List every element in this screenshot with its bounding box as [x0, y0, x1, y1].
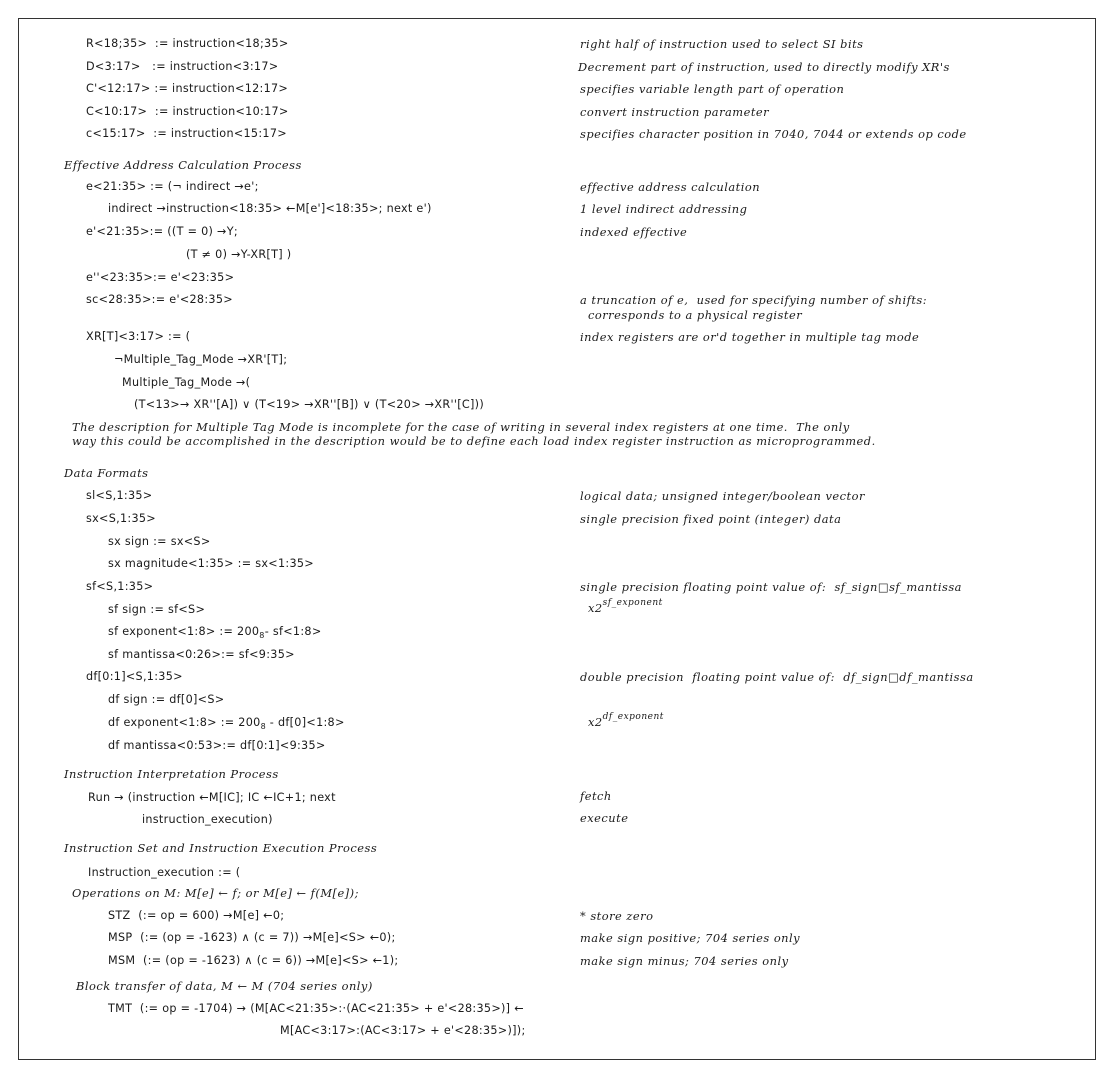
comment-line-note2: way this could be accomplished in the description would be to define each load index register instruction as microprogrammed. — [72, 434, 876, 448]
comment-line-d3c: Decrement part of instruction, used to directly modify XR's — [578, 60, 950, 74]
code-line-sx2: sx magnitude<1:35> := sx<1:35> — [108, 557, 314, 570]
comment-line-xrc: index registers are or'd together in multiple tag mode — [580, 330, 920, 344]
comment-line-btd: Block transfer of data, M ← M (704 series only) — [76, 979, 373, 993]
code-line-tmt2: M[AC<3:17>:(AC<3:17> + e'<28:35>)]); — [280, 1024, 526, 1037]
sf-exponent-base: 8 — [259, 631, 265, 640]
code-line-r18: R<18;35> := instruction<18;35> — [86, 37, 289, 50]
code-line-run2: instruction_execution) — [142, 813, 273, 826]
code-line-e4: (T ≠ 0) →Y-XR[T] ) — [186, 248, 292, 261]
comment-line-sfc: single precision floating point value of: sf_sign□sf_mantissa — [580, 580, 962, 594]
code-line-df1: df sign := df[0]<S> — [108, 693, 225, 706]
comment-line-scc1: a truncation of e, used for specifying number of shifts: — [580, 293, 928, 307]
comment-line-h_df: Data Formats — [64, 466, 149, 480]
comment-line-mspc: make sign positive; 704 series only — [580, 931, 801, 945]
code-line-sl: sl<S,1:35> — [86, 489, 153, 502]
comment-line-cpc: specifies variable length part of operation — [580, 82, 845, 96]
comment-line-slc: logical data; unsigned integer/boolean vector — [580, 489, 865, 503]
code-line-e2: indirect →instruction<18:35> ←M[e']<18:35>; next e') — [108, 202, 432, 215]
code-line-tmt1: TMT (:= op = -1704) → (M[AC<21:35>:·(AC<21:35> + e'<28:35>)] ← — [108, 1002, 524, 1015]
df-exponent-line — [108, 715, 345, 731]
code-line-e1: e<21:35> := (¬ indirect →e'; — [86, 180, 259, 193]
comment-line-run2c: execute — [580, 811, 629, 825]
comment-line-e1c: effective address calculation — [580, 180, 761, 194]
comment-line-opm: Operations on M: M[e] ← f; or M[e] ← f(M[e]); — [72, 886, 359, 900]
code-line-xr4: (T<13>→ XR''[A]) ∨ (T<19> →XR''[B]) ∨ (T<20> →XR''[C])) — [134, 398, 484, 411]
code-line-xr3: Multiple_Tag_Mode →( — [122, 376, 251, 389]
sf-exponent-line — [108, 624, 322, 640]
code-line-ie: Instruction_execution := ( — [88, 866, 241, 879]
comment-line-c15c: specifies character position in 7040, 7044 or extends op code — [580, 127, 967, 141]
code-line-msp: MSP (:= (op = -1623) ∧ (c = 7)) →M[e]<S> ←0); — [108, 931, 396, 944]
code-line-xr: XR[T]<3:17> := ( — [86, 330, 191, 343]
code-line-d3: D<3:17> := instruction<3:17> — [86, 60, 279, 73]
code-line-stz: STZ (:= op = 600) →M[e] ←0; — [108, 909, 285, 922]
sf-exponent-rhs: - sf<1:8> — [264, 625, 322, 638]
comment-line-e2c: 1 level indirect addressing — [580, 202, 748, 216]
df-exponent-base: 8 — [260, 722, 266, 731]
comment-line-run1c: fetch — [580, 789, 612, 803]
comment-line-h_isa: Instruction Set and Instruction Execution Process — [64, 841, 378, 855]
code-line-cp: C'<12:17> := instruction<12:17> — [86, 82, 289, 95]
code-line-e3: e'<21:35>:= ((T = 0) →Y; — [86, 225, 238, 238]
code-line-c15: c<15:17> := instruction<15:17> — [86, 127, 287, 140]
code-line-e5: e''<23:35>:= e'<23:35> — [86, 271, 235, 284]
comment-line-scc2: corresponds to a physical register — [588, 308, 803, 322]
df-exponent-rhs: - df[0]<1:8> — [265, 716, 345, 729]
code-line-sc: sc<28:35>:= e'<28:35> — [86, 293, 233, 306]
code-line-df3: df mantissa<0:53>:= df[0:1]<9:35> — [108, 739, 326, 752]
comment-line-r18c: right half of instruction used to select SI bits — [580, 37, 864, 51]
comment-line-h_eac: Effective Address Calculation Process — [64, 158, 302, 172]
sf-x2-formula — [588, 600, 663, 616]
comment-line-c10c: convert instruction parameter — [580, 105, 770, 119]
code-line-run1: Run → (instruction ←M[IC]; IC ←IC+1; next — [88, 791, 336, 804]
comment-line-stzc: * store zero — [580, 909, 654, 923]
code-line-msm: MSM (:= (op = -1623) ∧ (c = 6)) →M[e]<S> ←1); — [108, 954, 399, 967]
sf-exponent-lhs: sf exponent<1:8> := 200 — [108, 625, 260, 638]
code-line-sf: sf<S,1:35> — [86, 580, 154, 593]
comment-line-dfc: double precision floating point value of: df_sign□df_mantissa — [580, 670, 974, 684]
comment-line-msmc: make sign minus; 704 series only — [580, 954, 789, 968]
sf-x2-exponent: sf_exponent — [602, 598, 663, 608]
sf-x2: x2 — [588, 601, 603, 615]
df-x2-formula — [588, 714, 664, 730]
code-line-sf1: sf sign := sf<S> — [108, 603, 206, 616]
comment-line-note1: The description for Multiple Tag Mode is incomplete for the case of writing in several index registers at one time. The only — [72, 420, 850, 434]
df-x2-exponent: df_exponent — [602, 712, 664, 722]
code-line-sf3: sf mantissa<0:26>:= sf<9:35> — [108, 648, 295, 661]
comment-line-h_iip: Instruction Interpretation Process — [64, 767, 279, 781]
code-line-xr2: ¬Multiple_Tag_Mode →XR'[T]; — [114, 353, 288, 366]
comment-line-sxc: single precision fixed point (integer) data — [580, 512, 842, 526]
code-line-c10: C<10:17> := instruction<10:17> — [86, 105, 289, 118]
comment-line-e3c: indexed effective — [580, 225, 688, 239]
df-exponent-lhs: df exponent<1:8> := 200 — [108, 716, 261, 729]
code-line-dfh: df[0:1]<S,1:35> — [86, 670, 183, 683]
code-line-sx1: sx sign := sx<S> — [108, 535, 211, 548]
code-line-sx: sx<S,1:35> — [86, 512, 156, 525]
df-x2: x2 — [588, 715, 603, 729]
